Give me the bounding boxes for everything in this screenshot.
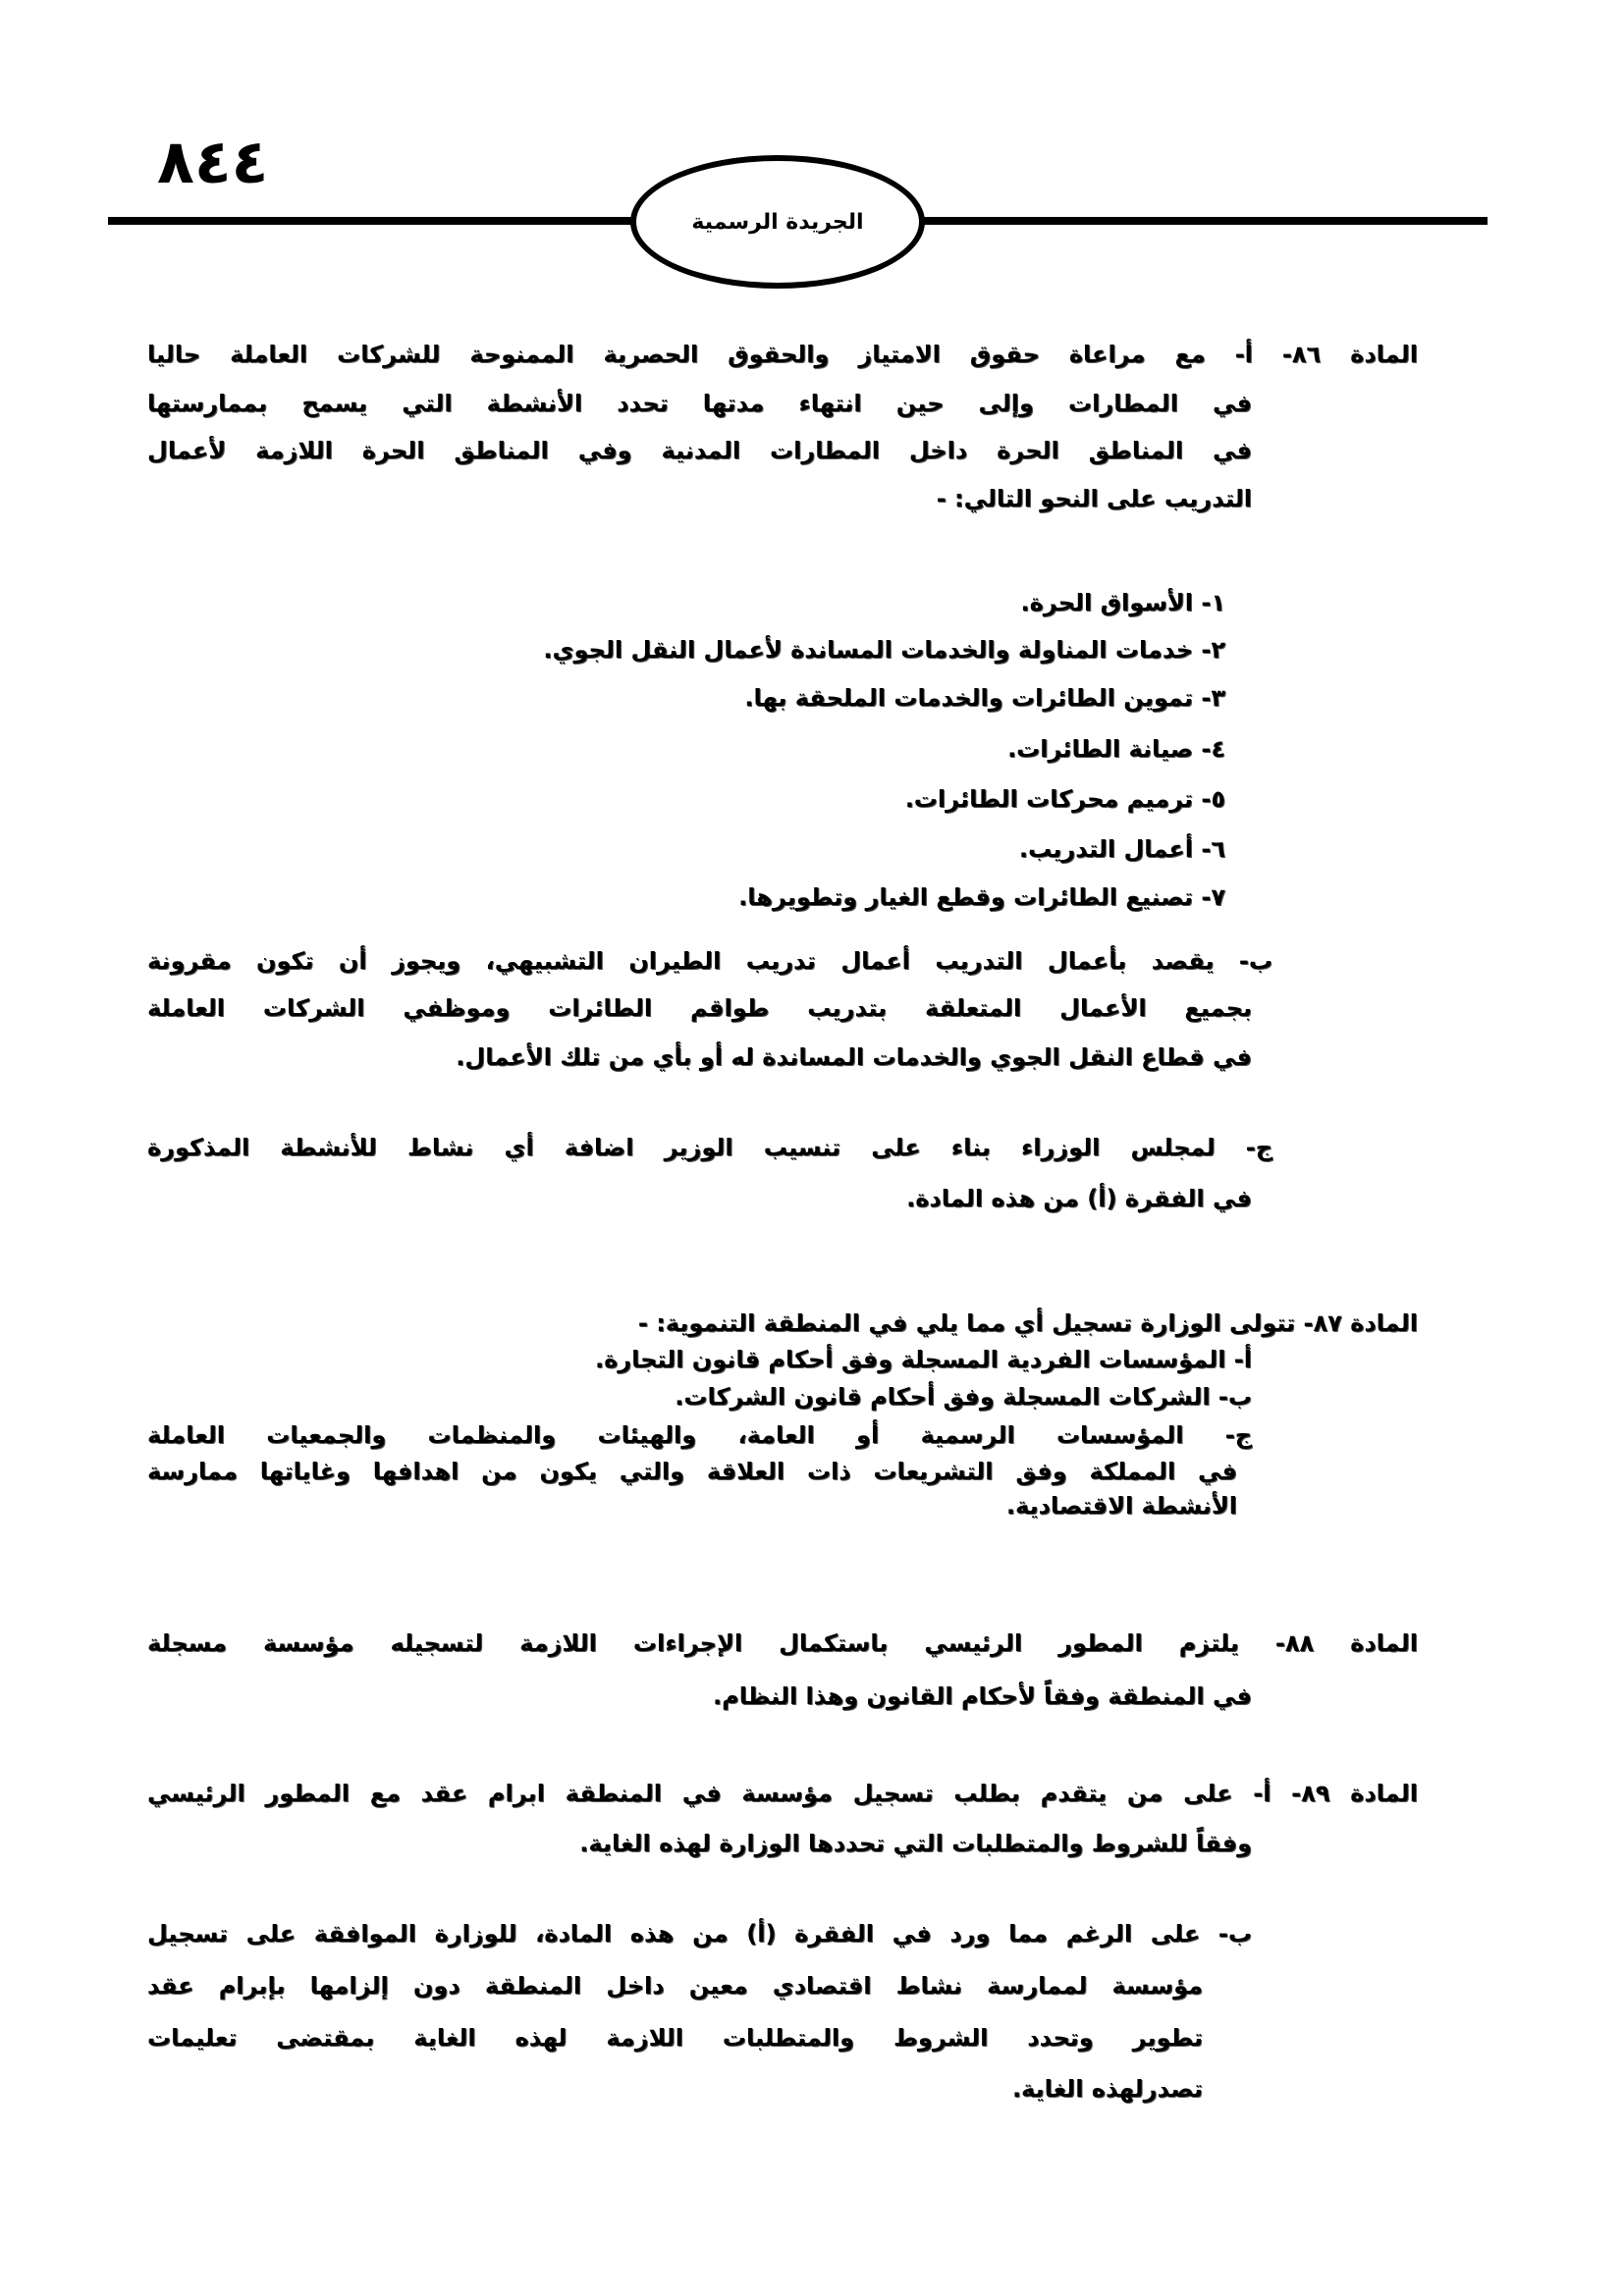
list-item: ١- الأسواق الحرة. [1020,589,1225,616]
article-86-c-line: ج- لمجلس الوزراء بناء على تنسيب الوزير اضافة أي نشاط للأنشطة المذكورة [147,1134,1272,1161]
article-86-b-line: ب- يقصد بأعمال التدريب أعمال تدريب الطيران التشبيهي، ويجوز أن تكون مقرونة [147,947,1272,975]
article-87-line: في المملكة وفق التشريعات ذات العلاقة والتي يكون من اهدافها وغاياتها ممارسة [147,1458,1237,1485]
article-88-line: المادة ٨٨- يلتزم المطور الرئيسي باستكمال الإجراءات اللازمة لتسجيله مؤسسة مسجلة [147,1629,1418,1657]
page-number: ٨٤٤ [157,126,269,197]
article-86-line: في المناطق الحرة داخل المطارات المدنية وفي المناطق الحرة اللازمة لأعمال [147,437,1252,464]
list-item: ٧- تصنيع الطائرات وقطع الغيار وتطويرها. [738,883,1225,911]
article-89-b-line: مؤسسة لممارسة نشاط اقتصادي معين داخل المنطقة دون إلزامها بإبرام عقد [147,1972,1203,2000]
article-86-line: في المطارات وإلى حين انتهاء مدتها تحدد الأنشطة التي يسمح بممارستها [147,390,1252,417]
gazette-title: الجريدة الرسمية [691,209,864,235]
article-87-line: أ- المؤسسات الفردية المسجلة وفق أحكام قانون التجارة. [595,1346,1252,1373]
header-rule-left [108,217,638,225]
article-87-line: ب- الشركات المسجلة وفق أحكام قانون الشركات. [675,1383,1252,1411]
article-89-b-line: ب- على الرغم مما ورد في الفقرة (أ) من هذه المادة، للوزارة الموافقة على تسجيل [147,1920,1252,1948]
article-89-line: وفقاً للشروط والمتطلبات التي تحددها الوزارة لهذه الغاية. [579,1830,1252,1857]
article-86-c-line: في الفقرة (أ) من هذه المادة. [906,1185,1252,1212]
article-86-line: المادة ٨٦- أ- مع مراعاة حقوق الامتياز والحقوق الحصرية الممنوحة للشركات العاملة حاليا [147,341,1418,368]
list-item: ٣- تموين الطائرات والخدمات الملحقة بها. [744,684,1225,712]
header-rule-right [918,217,1488,225]
list-item: ٥- ترميم محركات الطائرات. [904,785,1225,813]
article-89-b-line: تطوير وتحدد الشروط والمتطلبات اللازمة لهذه الغاية بمقتضى تعليمات [147,2024,1203,2052]
list-item: ٢- خدمات المناولة والخدمات المساندة لأعمال النقل الجوي. [543,636,1225,664]
article-87-line: الأنشطة الاقتصادية. [1005,1492,1237,1520]
article-87-line: المادة ٨٧- تتولى الوزارة تسجيل أي مما يلي في المنطقة التنموية: - [637,1309,1418,1337]
article-86-line: التدريب على النحو التالي: - [936,485,1252,512]
list-item: ٦- أعمال التدريب. [1018,835,1225,863]
article-89-b-line: تصدرلهذه الغاية. [1011,2075,1203,2103]
header-ellipse [630,155,925,289]
list-item: ٤- صيانة الطائرات. [1007,735,1225,763]
article-86-b-line: بجميع الأعمال المتعلقة بتدريب طواقم الطائرات وموظفي الشركات العاملة [147,994,1252,1022]
article-89-line: المادة ٨٩- أ- على من يتقدم بطلب تسجيل مؤسسة في المنطقة ابرام عقد مع المطور الرئيسي [147,1780,1419,1807]
article-88-line: في المنطقة وفقاً لأحكام القانون وهذا النظام. [713,1682,1252,1710]
article-87-line: ج- المؤسسات الرسمية أو العامة، والهيئات والمنظمات والجمعيات العاملة [147,1421,1252,1449]
article-86-b-line: في قطاع النقل الجوي والخدمات المساندة له أو بأي من تلك الأعمال. [456,1043,1252,1071]
